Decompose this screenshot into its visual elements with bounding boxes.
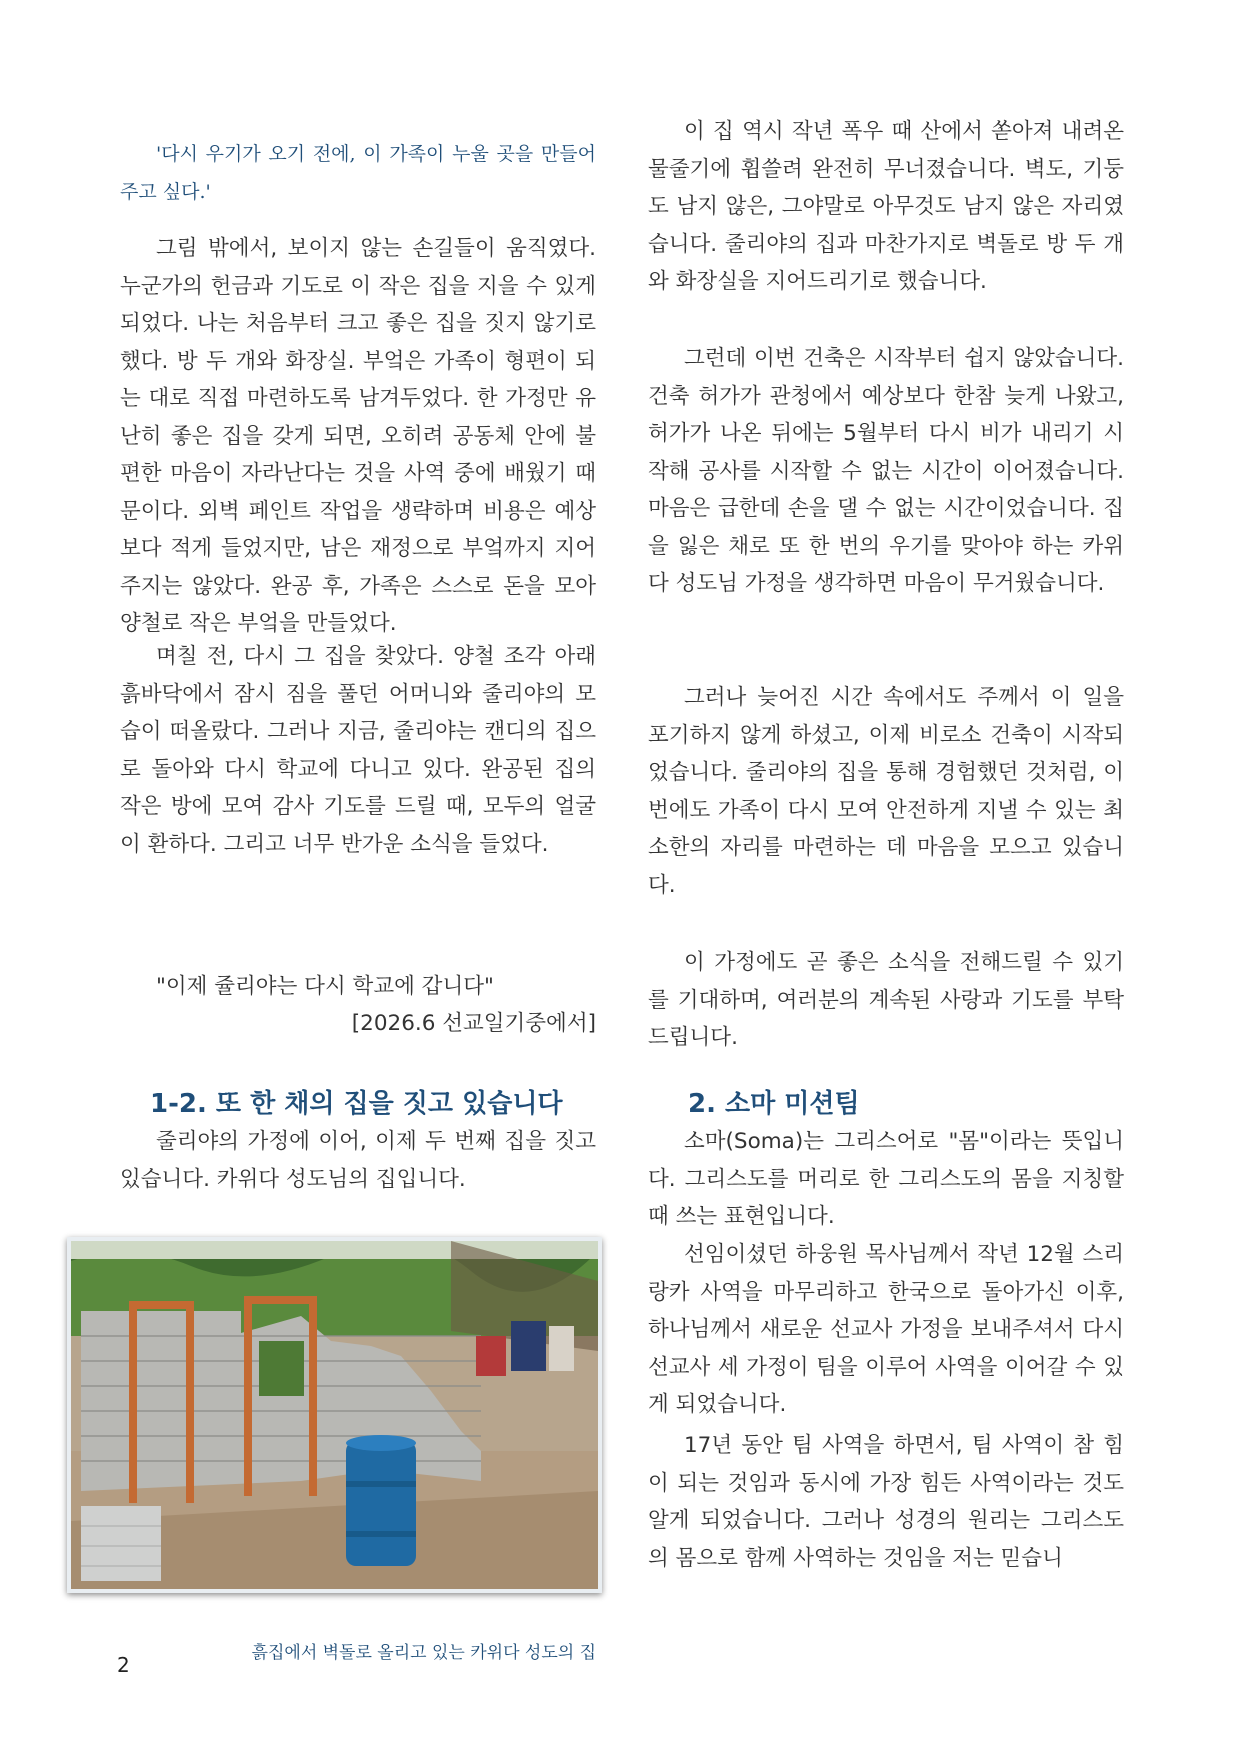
right-paragraph-6: 선임이셨던 하웅원 목사님께서 작년 12월 스리랑카 사역을 마무리하고 한국으로 돌아가신 이후, 하나님께서 새로운 선교사 가정을 보내주셔서 다시 선교사 세 가정이 팀을 이루어 사역을 이어갈 수 있게 되었습니다. bbox=[648, 1242, 1124, 1417]
photo-illustration bbox=[71, 1241, 598, 1589]
right-paragraph-7: 17년 동안 팀 사역을 하면서, 팀 사역이 참 힘이 되는 것임과 동시에 가장 힘든 사역이라는 것도 알게 되었습니다. 그러나 성경의 원리는 그리스도의 몸으로 함께 사역하는 것임을 저는 믿습니 bbox=[648, 1433, 1124, 1571]
right-paragraph-2: 그런데 이번 건축은 시작부터 쉽지 않았습니다. 건축 허가가 관청에서 예상보다 한참 늦게 나왔고, 허가가 나온 뒤에는 5월부터 다시 비가 내리기 시작해 공사를 시작할 수 없는 시간이 이어졌습니다. 마음은 급한데 손을 댈 수 없는 시간이었습니다. 집을 잃은 채로 또 한 번의 우기를 맞아야 하는 카위다 성도님 가정을 생각하면 마음이 무거웠습니다. bbox=[648, 346, 1124, 596]
right-paragraph-3: 그러나 늦어진 시간 속에서도 주께서 이 일을 포기하지 않게 하셨고, 이제 비로소 건축이 시작되었습니다. 줄리야의 집을 통해 경험했던 것처럼, 이번에도 가족이 다시 모여 안전하게 지낼 수 있는 최소한의 자리를 마련하는 데 마음을 모으고 있습니다. bbox=[648, 685, 1124, 898]
page-number: 2 bbox=[117, 1653, 130, 1677]
photo-caption: 흙집에서 벽돌로 올리고 있는 카위다 성도의 집 bbox=[251, 1643, 596, 1663]
right-paragraph-1: 이 집 역시 작년 폭우 때 산에서 쏟아져 내려온 물줄기에 휩쓸려 완전히 무너졌습니다. 벽도, 기둥도 남지 않은, 그야말로 아무것도 남지 않은 자리였습니다. 줄리야의 집과 마찬가지로 벽돌로 방 두 개와 화장실을 지어드리기로 했습니다. bbox=[648, 119, 1124, 294]
house-construction-photo bbox=[67, 1237, 602, 1593]
left-paragraph-3: 줄리야의 가정에 이어, 이제 두 번째 집을 짓고 있습니다. 카위다 성도님의 집입니다. bbox=[120, 1129, 596, 1192]
quote-line: "이제 쥴리야는 다시 학교에 갑니다" bbox=[156, 974, 494, 999]
section-heading-1-2: 1-2. 또 한 채의 집을 짓고 있습니다 bbox=[150, 1089, 563, 1119]
source-citation: [2026.6 선교일기중에서] bbox=[351, 1011, 596, 1036]
right-paragraph-5: 소마(Soma)는 그리스어로 "몸"이라는 뜻입니다. 그리스도를 머리로 한 그리스도의 몸을 지칭할 때 쓰는 표현입니다. bbox=[648, 1129, 1124, 1229]
left-paragraph-2: 며칠 전, 다시 그 집을 찾았다. 양철 조각 아래 흙바닥에서 잠시 짐을 풀던 어머니와 줄리야의 모습이 떠올랐다. 그러나 지금, 줄리야는 캔디의 집으로 돌아와 다시 학교에 다니고 있다. 완공된 집의 작은 방에 모여 감사 기도를 드릴 때, 모두의 얼굴이 환하다. 그리고 너무 반가운 소식을 들었다. bbox=[120, 644, 596, 857]
handwritten-quote: '다시 우기가 오기 전에, 이 가족이 누울 곳을 만들어 주고 싶다.' bbox=[120, 143, 596, 203]
section-heading-2: 2. 소마 미션팀 bbox=[688, 1089, 860, 1119]
right-paragraph-4: 이 가정에도 곧 좋은 소식을 전해드릴 수 있기를 기대하며, 여러분의 계속된 사랑과 기도를 부탁드립니다. bbox=[648, 950, 1124, 1050]
left-paragraph-1: 그림 밖에서, 보이지 않는 손길들이 움직였다. 누군가의 헌금과 기도로 이 작은 집을 지을 수 있게 되었다. 나는 처음부터 크고 좋은 집을 짓지 않기로 했다. 방 두 개와 화장실. 부엌은 가족이 형편이 되는 대로 직접 마련하도록 남겨두었다. 한 가정만 유난히 좋은 집을 갖게 되면, 오히려 공동체 안에 불편한 마음이 자라난다는 것을 사역 중에 배웠기 때문이다. 외벽 페인트 작업을 생략하며 비용은 예상보다 적게 들었지만, 남은 재정으로 부엌까지 지어주지는 않았다. 완공 후, 가족은 스스로 돈을 모아 양철로 작은 부엌을 만들었다. bbox=[120, 236, 596, 636]
